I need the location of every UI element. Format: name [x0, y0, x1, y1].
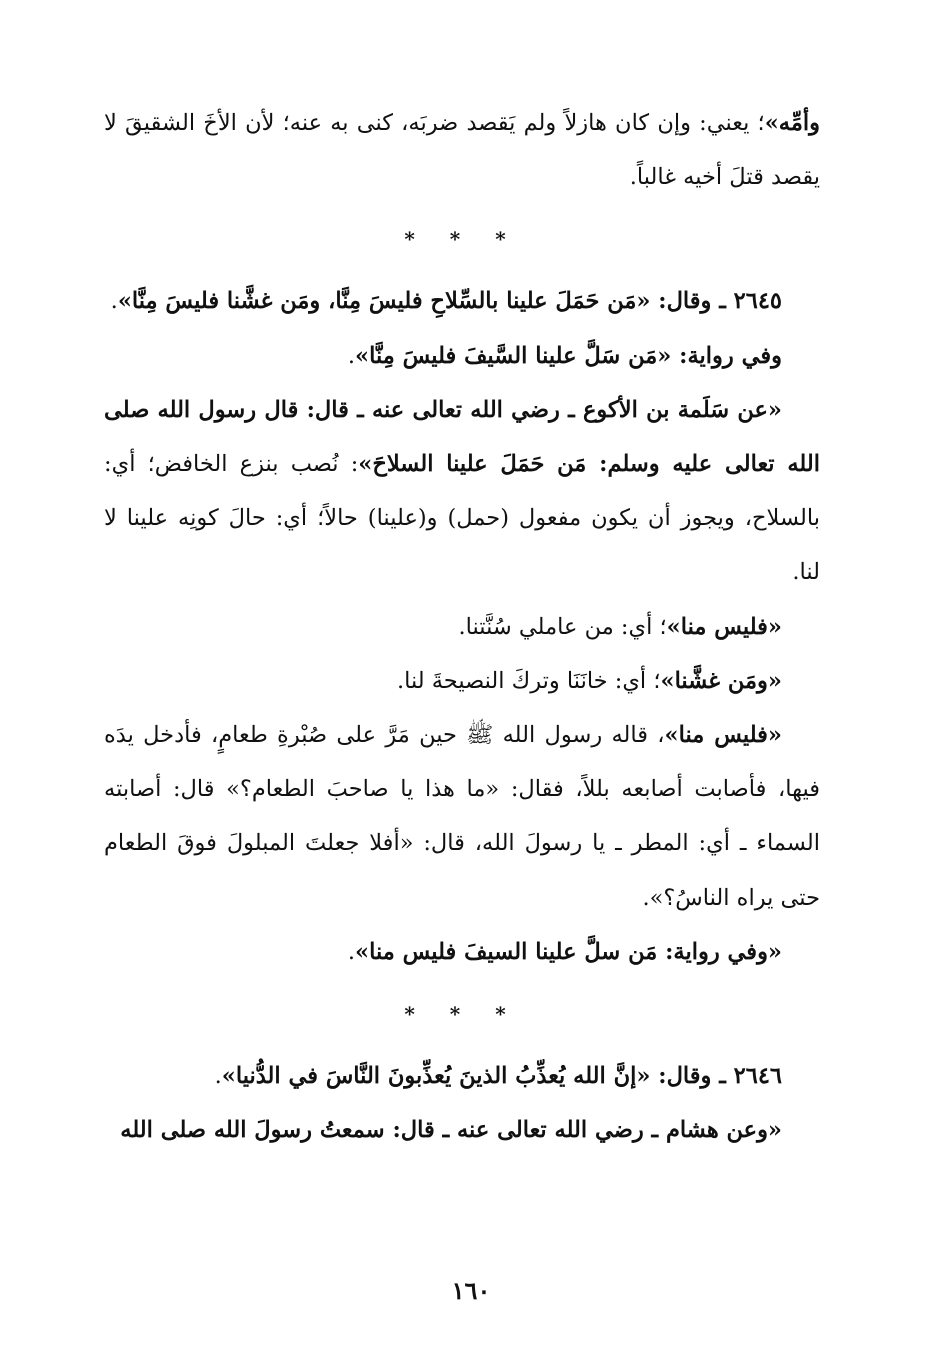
paragraph-lemma-3: [104, 708, 820, 925]
hadith-2645: [104, 274, 820, 328]
hadith-punct: .: [110, 288, 118, 315]
bold-lemma: «ومَن غشَّنا»: [660, 667, 782, 694]
variant-punct: .: [347, 342, 356, 369]
bold-lemma: «وفي رواية: مَن سلَّ علينا السيفَ فليس منا»: [355, 938, 782, 965]
bold-lemma: «فليس منا»: [666, 613, 782, 640]
bold-lemma: وأمِّه»: [764, 110, 820, 136]
commentary-text: ؛ أي: خانَنَا وتركَ النصيحةَ لنا.: [396, 667, 661, 694]
paragraph-lemma-4: [104, 925, 820, 979]
paragraph-lemma-1: [104, 600, 820, 654]
bold-lemma: «عن سَلَمة بن الأكوع ـ رضي الله تعالى عنه ـ قال: قال رسول الله صلى الله تعالى عليه وسلم: مَن حَمَلَ علينا السلاحَ»: [104, 396, 820, 478]
narration-variant: [104, 329, 820, 383]
bold-lemma: «وعن هشام ـ رضي الله تعالى عنه ـ قال: سمعتُ رسولَ الله صلى الله: [120, 1117, 782, 1144]
page-number: ١٦٠: [451, 1276, 491, 1305]
paragraph-isnad-commentary: [104, 383, 820, 600]
bold-lemma: «فليس منا»: [664, 722, 782, 749]
section-separator: * * *: [404, 1002, 520, 1027]
hadith-punct: .: [214, 1063, 222, 1090]
commentary-text: ؛ يعني: وإن كان هازلاً ولم يَقصد ضربَه، كنى به عنه؛ لأن الأخَ الشقيقَ لا يقصد قتلَ أخيه غالباً.: [104, 110, 820, 191]
paragraph-commentary-end: [104, 96, 820, 204]
paragraph-lemma-2: [104, 654, 820, 708]
hadith-text: ٢٦٤٥ ـ وقال: «مَن حَمَلَ علينا بالسِّلاحِ فليسَ مِنَّا، ومَن غشَّنا فليسَ مِنَّا»: [117, 288, 782, 315]
commentary-text: .: [347, 938, 356, 965]
hadith-text: ٢٦٤٦ ـ وقال: «إنَّ الله يُعذِّبُ الذينَ يُعذِّبونَ النَّاسَ في الدُّنيا»: [221, 1063, 782, 1090]
commentary-text: ، قاله رسول الله ﷺ حين مَرَّ على صُبْرةِ طعامٍ، فأدخل يدَه فيها، فأصابت أصابعه بللاً، فقال: «ما هذا يا صاحبَ الطعام؟» قال: أصابته السماء ـ أي: المطر ـ يا رسولَ الله، قال: «أفلا جعلتَ المبلولَ فوقَ الطعام حتى يراه الناسُ؟».: [104, 722, 820, 911]
variant-text: وفي رواية: «مَن سَلَّ علينا السَّيفَ فليسَ مِنَّا»: [355, 342, 782, 369]
hadith-2646: [104, 1049, 820, 1103]
commentary-text: ؛ أي: من عاملي سُنَّتنا.: [458, 613, 667, 640]
commentary-text: : نُصب بنزع الخافض؛ أي: بالسلاح، ويجوز أن يكون مفعول (حمل) و(علينا) حالاً؛ أي: حالَ كونِه علينا لا لنا.: [104, 451, 820, 586]
section-separator: * * *: [404, 227, 520, 252]
paragraph-isnad-start: [104, 1103, 820, 1157]
